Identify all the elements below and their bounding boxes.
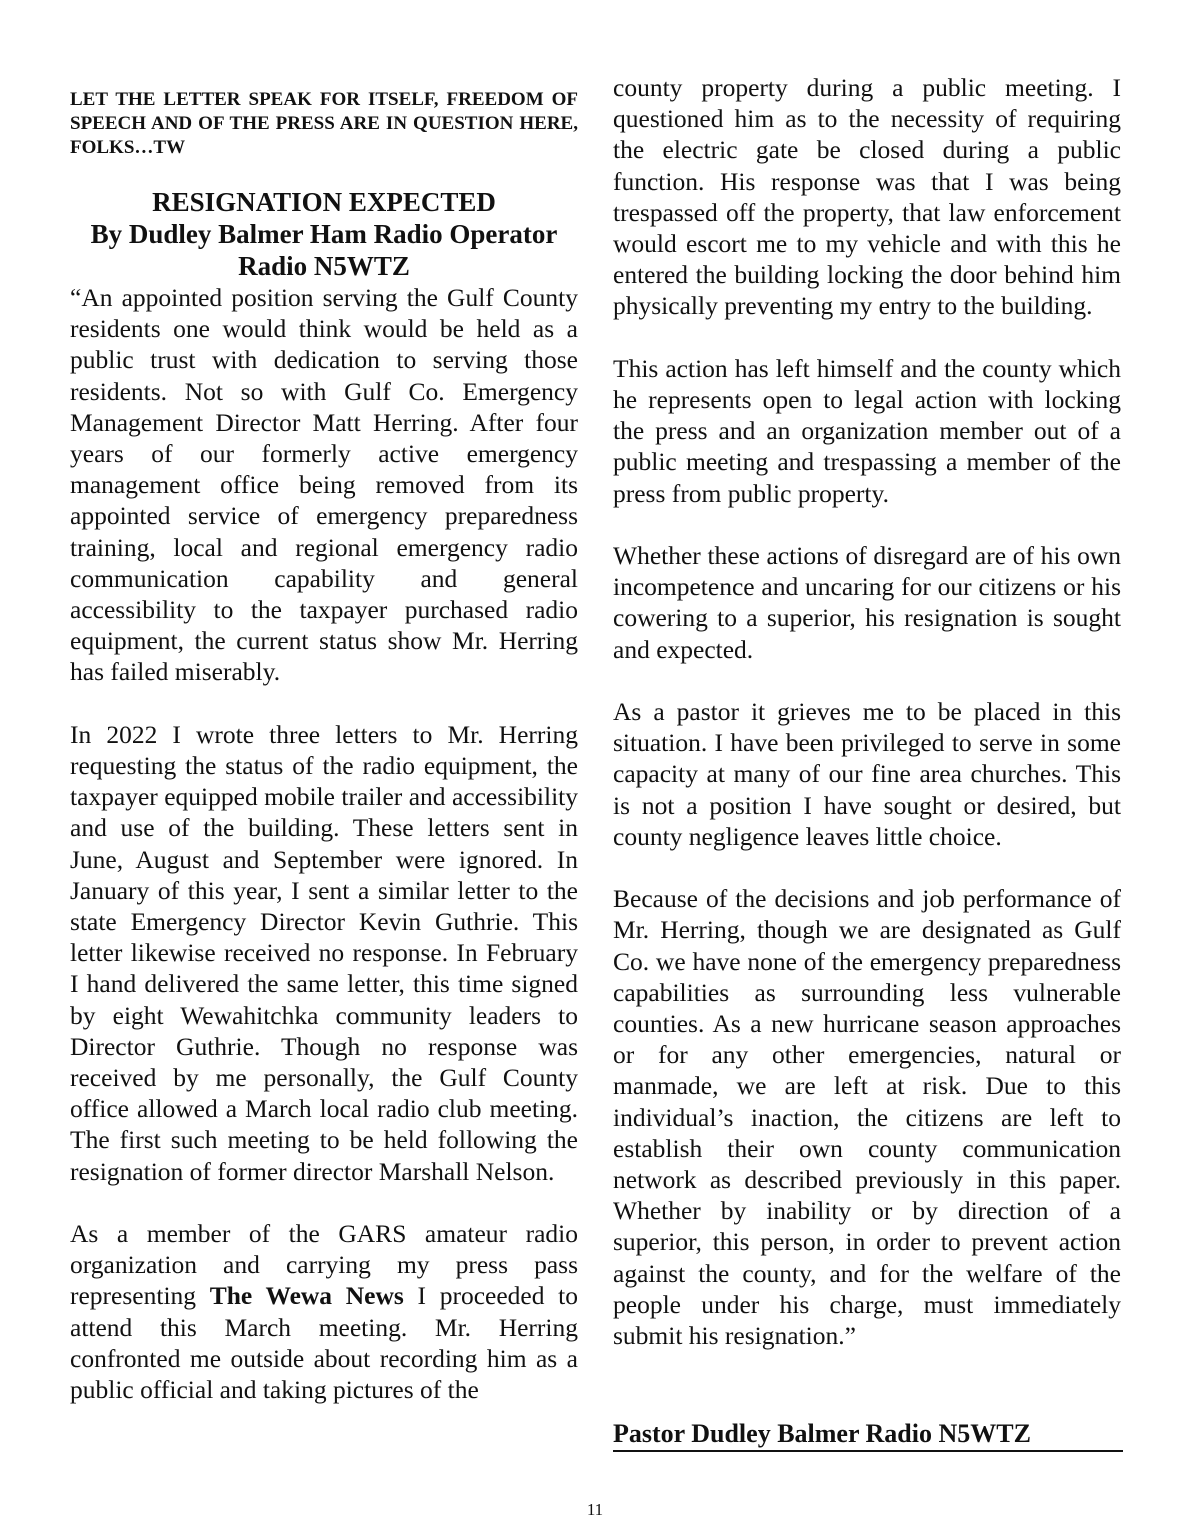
- paragraph-2: In 2022 I wrote three letters to Mr. Herring requesting the status of the radio equipment, the taxpayer equipped mobile trailer and accessibility and use of the building. These letters sent in June, August and September were ignored. In January of this year, I sent a similar letter to the state Emergency Director Kevin Guthrie. This letter likewise received no response. In February I hand delivered the same letter, this time signed by eight Wewahitchka community leaders to Director Guthrie. Though no response was received by me personally, the Gulf County office allowed a March local radio club meeting. The first such meeting to be held following the resignation of former director Marshall Nelson.: [70, 719, 578, 1186]
- page-number: 11: [586, 1500, 604, 1519]
- paragraph-7: Because of the decisions and job performance of Mr. Herring, though we are designated as Gulf Co. we have none of the emergency preparedness capabilities as surrounding less vulnerable counties. As a new hurricane season approaches or for any other emergencies, natural or manmade, we are left at risk. Due to this individual’s inaction, the citizens are left to establish their own county communication network as described previously in this paper. Whether by inability or by direction of a superior, this person, in order to prevent action against the county, and for the welfare of the people under his charge, must immediately submit his resignation.”: [613, 884, 1121, 1351]
- publication-name: The Wewa News: [209, 1281, 404, 1311]
- paragraph-3-text-end: I proceeded to attend this March meeting. Mr. Herring confronted me outside about recording him as a public official and taking pictures of the: [70, 1281, 579, 1405]
- paragraph-3-text-start: As a member of the GARS amateur radio organization and carrying my press pass representing: [70, 1219, 578, 1311]
- paragraph-5: Whether these actions of disregard are of his own incompetence and uncaring for our citizens or his cowering to a superior, his resignation is sought and expected.: [613, 541, 1121, 664]
- signature: Pastor Dudley Balmer Radio N5WTZ: [613, 1418, 1123, 1452]
- paragraph-3: [70, 1218, 578, 1405]
- article-headline: RESIGNATION EXPECTED: [152, 187, 496, 217]
- paragraph-4: This action has left himself and the county which he represents open to legal action with locking the press and an organization member out of a public meeting and trespassing a member of the press from public property.: [613, 353, 1121, 508]
- paragraph-1: “An appointed position serving the Gulf County residents one would think would be held as a public trust with dedication to serving those residents. Not so with Gulf Co. Emergency Management Director Matt Herring. After four years of our formerly active emergency management office being removed from its appointed service of emergency preparedness training, local and regional emergency radio communication capability and general accessibility to the taxpayer purchased radio equipment, the current status show Mr. Herring has failed miserably.: [70, 283, 578, 687]
- article-body-right: [613, 72, 1121, 1351]
- article-byline-callsign: Radio N5WTZ: [238, 251, 410, 281]
- paragraph-3-continued: county property during a public meeting. I questioned him as to the necessity of requiring the electric gate be closed during a public function. His response was that I was being trespassed off the property, that law enforcement would escort me to my vehicle and with this he entered the building locking the door behind him physically preventing my entry to the building.: [613, 73, 1121, 321]
- article-body-left: [70, 282, 578, 1405]
- paragraph-6: As a pastor it grieves me to be placed in this situation. I have been privileged to serve in some capacity at many of our fine area churches. This is not a position I have sought or desired, but county negligence leaves little choice.: [613, 697, 1121, 851]
- article-byline: By Dudley Balmer Ham Radio Operator: [90, 219, 558, 249]
- article-heading: [70, 186, 578, 282]
- editor-note: LET THE LETTER SPEAK FOR ITSELF, FREEDOM OF SPEECH AND OF THE PRESS ARE IN QUESTION HERE, FOLKS…TW: [70, 89, 578, 158]
